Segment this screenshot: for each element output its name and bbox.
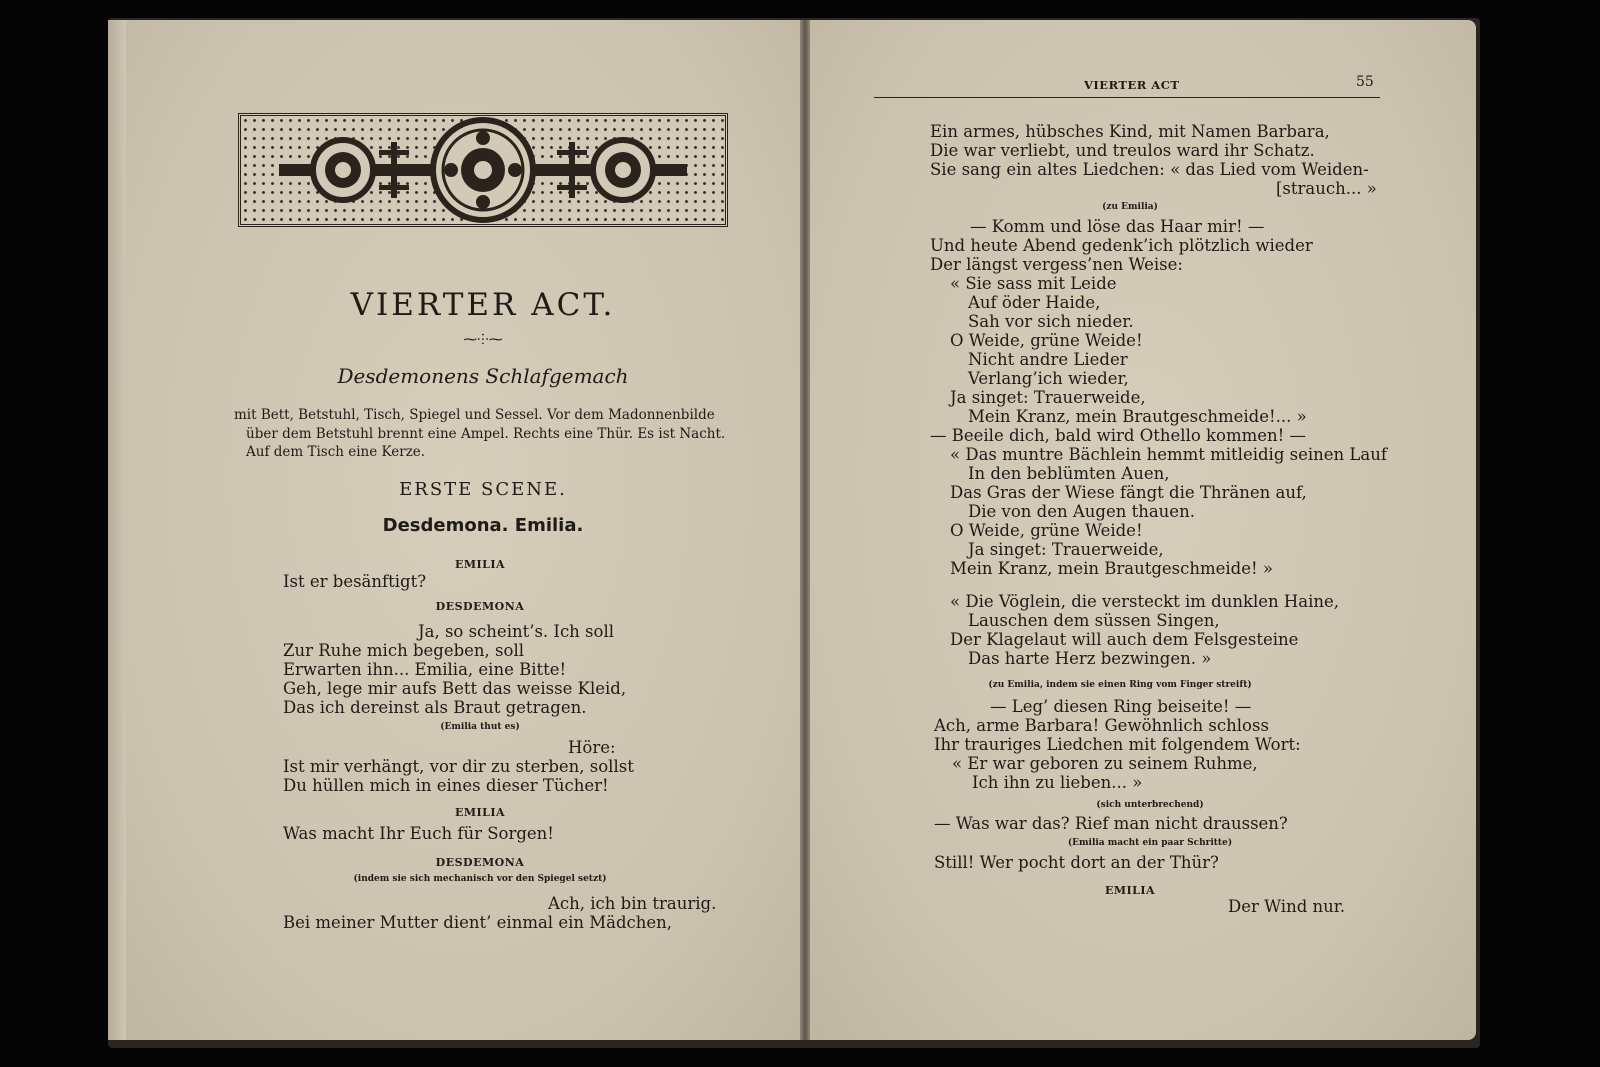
verse-line: Das Gras der Wiese fängt die Thränen auf,	[950, 483, 1307, 502]
stage-line: mit Bett, Betstuhl, Tisch, Spiegel und Sessel. Vor dem Madonnenbilde	[234, 407, 715, 423]
verse-line: Ja singet: Trauerweide,	[968, 540, 1164, 559]
verse-line: Die war verliebt, und treulos ward ihr Schatz.	[930, 141, 1315, 160]
verse-line: Sie sang ein altes Liedchen: « das Lied vom Weiden-	[930, 160, 1369, 179]
verse-line: Nicht andre Lieder	[968, 350, 1128, 369]
stage-line: über dem Betstuhl brennt eine Ampel. Rechts eine Thür. Es ist Nacht.	[246, 425, 726, 442]
stage-line: Auf dem Tisch eine Kerze.	[246, 444, 426, 460]
stage-direction: (sich unterbrechend)	[1096, 800, 1204, 810]
speaker-emilia: EMILIA	[454, 806, 506, 819]
scene-location: Desdemonens Schlafgemach	[337, 364, 629, 388]
stage-direction: (zu Emilia, indem sie einen Ring vom Finger streift)	[988, 680, 1252, 690]
book-gutter	[800, 20, 810, 1040]
verse-line: Ja, so scheint’s. Ich soll	[418, 622, 615, 641]
stage-direction: (Emilia macht ein paar Schritte)	[1067, 838, 1233, 848]
ornament-icon	[241, 116, 725, 224]
verse-line: Ist er besänftigt?	[283, 572, 427, 591]
verse-line: Verlang’ich wieder,	[968, 369, 1129, 388]
verse-line: Ist mir verhängt, vor dir zu sterben, sollst	[283, 757, 634, 776]
scene-heading: ERSTE SCENE.	[399, 479, 567, 500]
verse-line: Höre:	[568, 738, 616, 757]
verse-line: Sah vor sich nieder.	[968, 312, 1134, 331]
verse-line: Und heute Abend gedenk’ich plötzlich wieder	[930, 236, 1313, 255]
verse-line: Das harte Herz bezwingen. »	[968, 649, 1212, 668]
verse-line: — Leg’ diesen Ring beiseite! —	[990, 697, 1252, 716]
verse-line: O Weide, grüne Weide!	[950, 331, 1143, 350]
verse-line: Mein Kranz, mein Brautgeschmeide!... »	[968, 407, 1307, 426]
verse-line: « Sie sass mit Leide	[950, 274, 1117, 293]
verse-line: Das ich dereinst als Braut getragen.	[283, 698, 587, 717]
verse-line: Ihr trauriges Liedchen mit folgendem Wort:	[934, 735, 1301, 754]
verse-line: Ich ihn zu lieben... »	[972, 773, 1143, 792]
stage-direction: (zu Emilia)	[1102, 202, 1158, 212]
verse-line: « Die Vöglein, die versteckt im dunklen Haine,	[950, 592, 1340, 611]
title-flourish: ⁓⸭⁓	[463, 332, 503, 348]
verse-line: — Komm und löse das Haar mir! —	[970, 217, 1265, 236]
persons-line: Desdemona. Emilia.	[382, 515, 584, 536]
verse-line: Zur Ruhe mich begeben, soll	[283, 641, 524, 660]
speaker-desdemona: DESDEMONA	[435, 600, 525, 613]
verse-line: Der längst vergess’nen Weise:	[930, 255, 1183, 274]
verse-line: Still! Wer pocht dort an der Thür?	[934, 853, 1219, 872]
verse-line: Lauschen dem süssen Singen,	[968, 611, 1220, 630]
verse-line: Auf öder Haide,	[968, 293, 1101, 312]
verse-line: Ach, arme Barbara! Gewöhnlich schloss	[934, 716, 1269, 735]
verse-line: Geh, lege mir aufs Bett das weisse Kleid,	[283, 679, 627, 698]
stage-description	[234, 406, 732, 462]
speaker-emilia: EMILIA	[454, 558, 506, 571]
verse-line: « Er war geboren zu seinem Ruhme,	[952, 754, 1258, 773]
ornament-banner	[238, 113, 728, 227]
page-number: 55	[1356, 74, 1374, 90]
left-page-edge	[108, 20, 126, 1040]
running-head: VIERTER ACT	[1084, 78, 1180, 92]
verse-line: [strauch... »	[1276, 179, 1377, 198]
verse-line: O Weide, grüne Weide!	[950, 521, 1143, 540]
verse-line: Was macht Ihr Euch für Sorgen!	[283, 824, 554, 843]
verse-line: Ein armes, hübsches Kind, mit Namen Barbara,	[930, 122, 1330, 141]
speaker-desdemona: DESDEMONA	[435, 856, 525, 869]
verse-line: In den beblümten Auen,	[968, 464, 1170, 483]
verse-line: Bei meiner Mutter dient’ einmal ein Mädchen,	[283, 913, 673, 932]
verse-line: Mein Kranz, mein Brautgeschmeide! »	[950, 559, 1273, 578]
verse-line: — Beeile dich, bald wird Othello kommen! —	[930, 426, 1307, 445]
header-rule	[874, 97, 1380, 98]
verse-line: Der Klagelaut will auch dem Felsgesteine	[950, 630, 1299, 649]
stage-direction: (indem sie sich mechanisch vor den Spiegel setzt)	[353, 874, 607, 884]
verse-line: Der Wind nur.	[1228, 897, 1346, 916]
stage-direction: (Emilia thut es)	[440, 722, 520, 732]
verse-line: — Was war das? Rief man nicht draussen?	[934, 814, 1288, 833]
verse-line: Die von den Augen thauen.	[968, 502, 1195, 521]
speaker-emilia: EMILIA	[1104, 884, 1156, 897]
verse-line: « Das muntre Bächlein hemmt mitleidig seinen Lauf	[950, 445, 1387, 464]
verse-line: Erwarten ihn... Emilia, eine Bitte!	[283, 660, 567, 679]
verse-line: Ach, ich bin traurig.	[548, 894, 717, 913]
verse-line: Ja singet: Trauerweide,	[950, 388, 1146, 407]
act-title: VIERTER ACT.	[350, 287, 616, 323]
verse-line: Du hüllen mich in eines dieser Tücher!	[283, 776, 609, 795]
